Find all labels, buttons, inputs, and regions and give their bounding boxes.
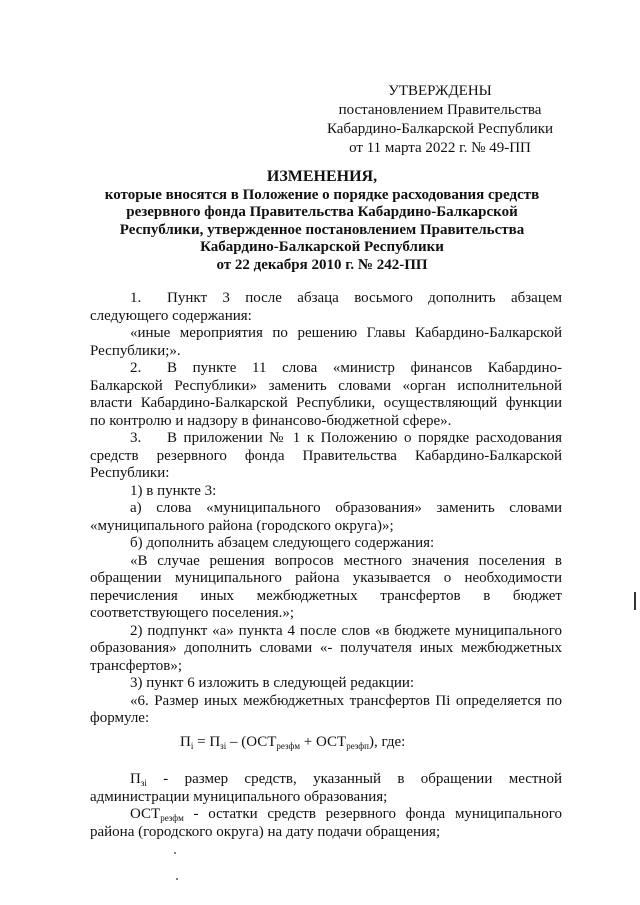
subitem-3: 3) пункт 6 изложить в следующей редакции: <box>130 675 415 691</box>
item-2: 2. В пункте 11 слова «министр финансов Кабардино-Балкарской Республики» заменить словами «орган исполнительной власти Кабардино-Балкарской Республики, осуществляющий функции по контролю и надзору в финансово-бюджетной сфере». <box>90 360 562 429</box>
title-line: Кабардино-Балкарской Республики <box>200 239 444 256</box>
formula: $П_i = П_{зi} - (ОСТ_{резфм} + ОСТ_{резфп})$, где: <box>180 733 406 751</box>
definition-ost-rezfm: $ОСТ_{резфм}$ - остатки средств резервного фонда муниципального района (городского округа) на дату подачи обращения; <box>90 806 562 840</box>
approval-line: от 11 марта 2022 г. № 49-ПП <box>349 140 531 156</box>
definition-pzi: $П_{зi}$ - размер средств, указанный в обращении местной администрации муниципального образования; <box>90 771 562 805</box>
scan-speck <box>174 852 176 854</box>
title-heading: ИЗМЕНЕНИЯ, <box>266 168 378 185</box>
quote-1: «иные мероприятия по решению Главы Кабардино-Балкарской Республики;». <box>90 325 562 359</box>
item-number: 2. <box>130 360 142 376</box>
approval-line: постановлением Правительства <box>338 102 542 118</box>
title-line: резервного фонда Правительства Кабардино-Балкарской <box>126 204 518 221</box>
document-body <box>90 290 562 841</box>
document-title <box>60 168 584 275</box>
approval-line: Кабардино-Балкарской Республики <box>326 121 554 137</box>
item-3: 3. В приложении № 1 к Положению о порядке расходования средств резервного фонда Правительства Кабардино-Балкарской Республики: <box>90 430 562 481</box>
scan-speck <box>176 878 178 880</box>
quote-3: «6. Размер иных межбюджетных трансфертов Пi определяется по формуле: <box>90 692 562 726</box>
approval-line: УТВЕРЖДЕНЫ <box>388 83 492 99</box>
subitem-1a: а) слова «муниципального образования» заменить словами «муниципального района (городского округа)»; <box>90 500 562 534</box>
subitem-1: 1) в пункте 3: <box>130 482 217 499</box>
item-1: 1. Пункт 3 после абзаца восьмого дополнить абзацем следующего содержания: <box>90 290 562 324</box>
item-number: 1. <box>130 290 142 306</box>
quote-2: «В случае решения вопросов местного значения поселения в обращении муниципального района указывается о необходимости перечисления иных межбюджетных трансфертов в бюджет соответствующего поселения.»; <box>90 552 562 621</box>
title-line: от 22 декабря 2010 г. № 242-ПП <box>216 256 428 273</box>
scan-margin-mark <box>634 592 636 610</box>
title-line: Республики, утвержденное постановлением Правительства <box>119 221 525 238</box>
title-line: которые вносятся в Положение о порядке расходования средств <box>104 186 540 203</box>
subitem-1b: б) дополнить абзацем следующего содержания: <box>130 535 435 551</box>
item-number: 3. <box>130 430 142 446</box>
approval-block <box>300 82 580 158</box>
subitem-2: 2) подпункт «а» пункта 4 после слов «в бюджете муниципального образования» дополнить словами «- получателя иных межбюджетных трансфертов»; <box>90 622 562 674</box>
